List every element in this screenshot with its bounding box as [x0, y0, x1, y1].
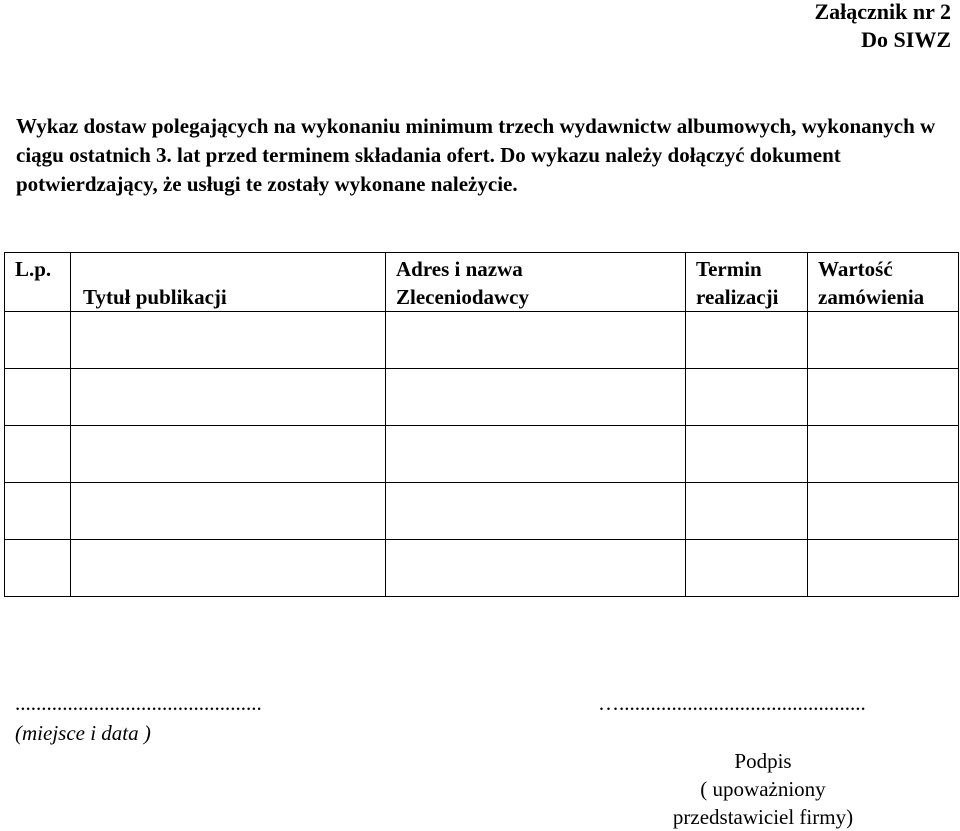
- table-row: [5, 312, 959, 369]
- header-value: [808, 253, 959, 312]
- cell-client[interactable]: [386, 483, 686, 540]
- header-value-line2: zamówienia: [818, 285, 925, 309]
- place-date-line[interactable]: ...............................................: [15, 691, 262, 715]
- cell-title[interactable]: [71, 312, 386, 369]
- cell-client[interactable]: [386, 540, 686, 597]
- cell-value[interactable]: [808, 426, 959, 483]
- cell-lp[interactable]: [5, 426, 71, 483]
- signature-block: [598, 689, 938, 831]
- table-row: [5, 426, 959, 483]
- cell-value[interactable]: [808, 369, 959, 426]
- cell-lp[interactable]: [5, 312, 71, 369]
- attachment-reference: Do SIWZ: [861, 27, 951, 52]
- place-date-block: [15, 689, 262, 747]
- header-term-line2: realizacji: [696, 285, 779, 309]
- header-title: Tytuł publikacji: [71, 253, 386, 312]
- signature-caption-line1: Podpis: [734, 749, 792, 773]
- cell-lp[interactable]: [5, 369, 71, 426]
- header-term: [686, 253, 808, 312]
- cell-term[interactable]: [686, 369, 808, 426]
- table-row: [5, 483, 959, 540]
- table-header-row: [5, 253, 959, 312]
- cell-title[interactable]: [71, 540, 386, 597]
- header-client: [386, 253, 686, 312]
- cell-client[interactable]: [386, 426, 686, 483]
- cell-term[interactable]: [686, 483, 808, 540]
- cell-lp[interactable]: [5, 483, 71, 540]
- header-lp: L.p.: [5, 253, 71, 312]
- place-date-caption: (miejsce i data ): [15, 721, 151, 745]
- cell-term[interactable]: [686, 540, 808, 597]
- header-client-line2: Zleceniodawcy: [396, 285, 529, 309]
- cell-term[interactable]: [686, 426, 808, 483]
- cell-value[interactable]: [808, 312, 959, 369]
- table-row: [5, 369, 959, 426]
- cell-value[interactable]: [808, 540, 959, 597]
- cell-title[interactable]: [71, 483, 386, 540]
- header-value-line1: Wartość: [818, 257, 893, 281]
- attachment-header: [814, 0, 951, 54]
- header-client-line1: Adres i nazwa: [396, 257, 523, 281]
- cell-title[interactable]: [71, 426, 386, 483]
- table-row: [5, 540, 959, 597]
- cell-value[interactable]: [808, 483, 959, 540]
- header-term-line1: Termin: [696, 257, 762, 281]
- cell-term[interactable]: [686, 312, 808, 369]
- cell-client[interactable]: [386, 369, 686, 426]
- attachment-number: Załącznik nr 2: [814, 0, 951, 24]
- intro-paragraph: Wykaz dostaw polegających na wykonaniu minimum trzech wydawnictw albumowych, wykonanych w ciągu ostatnich 3. lat przed terminem składania ofert. Do wykazu należy dołączyć dokument potwierdzający, że usługi te zostały wykonane należycie.: [16, 114, 936, 196]
- cell-lp[interactable]: [5, 540, 71, 597]
- cell-title[interactable]: [71, 369, 386, 426]
- deliveries-table: [4, 252, 959, 597]
- cell-client[interactable]: [386, 312, 686, 369]
- signature-line[interactable]: …...............................................: [598, 691, 866, 715]
- signature-caption-line2: ( upoważniony: [700, 777, 826, 801]
- signature-caption-line3: przedstawiciel firmy): [672, 805, 854, 829]
